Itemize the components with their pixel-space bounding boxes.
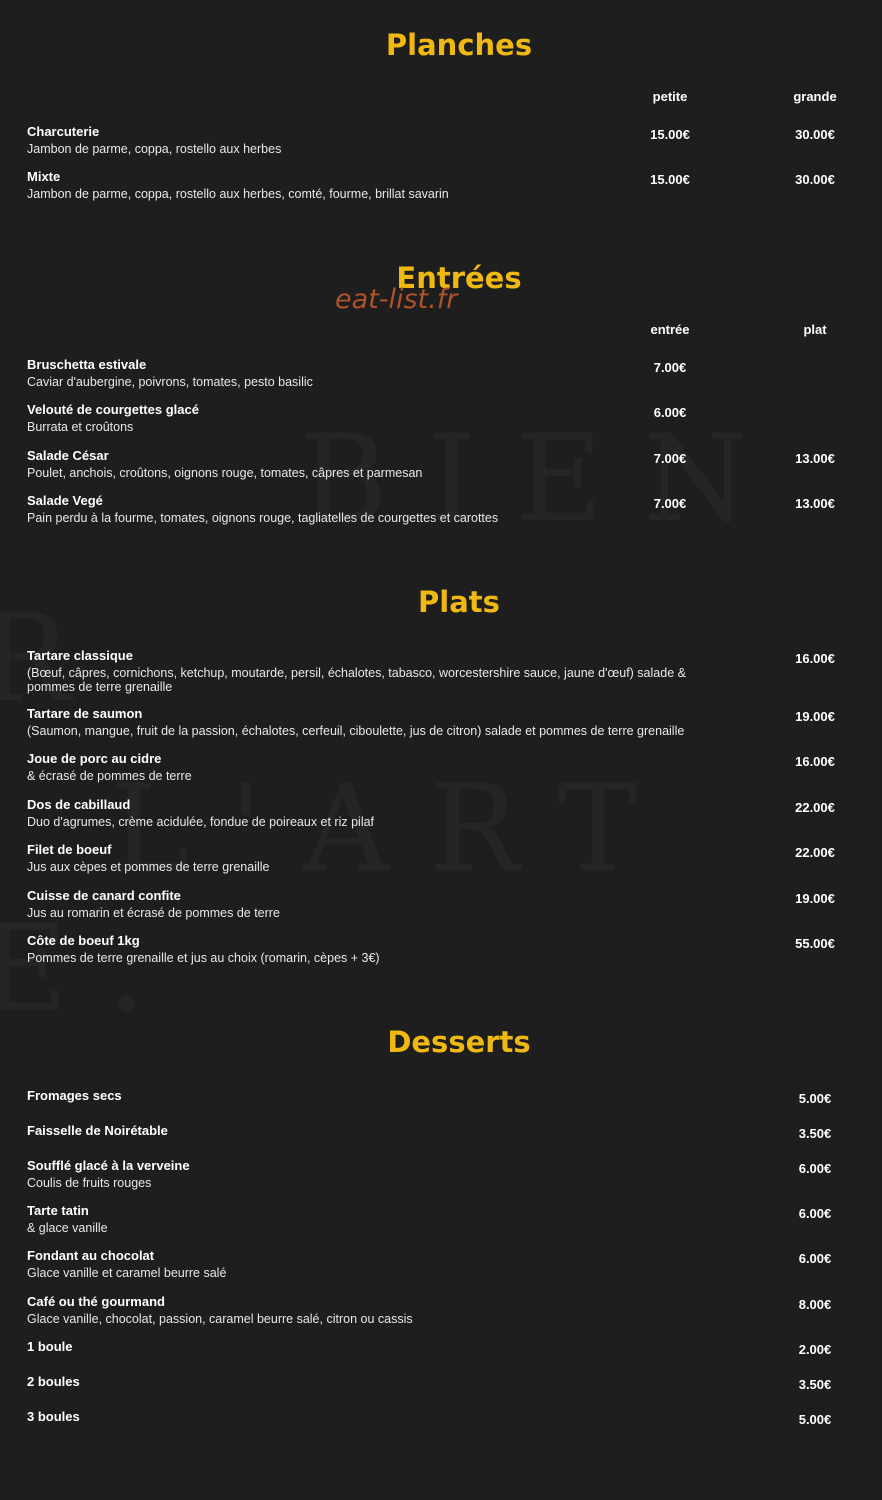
menu-item	[27, 648, 857, 694]
item-description: Jambon de parme, coppa, rostello aux herbes, comté, fourme, brillat savarin	[27, 187, 449, 201]
item-description: Pain perdu à la fourme, tomates, oignons rouge, tagliatelles de courgettes et carottes	[27, 511, 499, 525]
menu-item	[27, 1409, 857, 1425]
item-name: Café ou thé gourmand	[27, 1294, 165, 1309]
item-description: (Bœuf, câpres, cornichons, ketchup, moutarde, persil, échalotes, tabasco, worcestershire sauce, jaune d'œuf) salade & pommes de terre grenaille	[27, 666, 686, 694]
item-name: Mixte	[27, 169, 61, 184]
item-price-grande: 30.00€	[795, 127, 835, 142]
item-name: Dos de cabillaud	[27, 797, 131, 812]
item-description: Jambon de parme, coppa, rostello aux herbes	[27, 142, 282, 156]
item-price-petite: 15.00€	[650, 172, 690, 187]
section-title: Plats	[418, 585, 500, 619]
menu-item	[27, 448, 857, 480]
item-price: 2.00€	[798, 1342, 832, 1357]
item-name: Bruschetta estivale	[27, 357, 147, 372]
section-title: Planches	[385, 28, 533, 62]
item-description: Poulet, anchois, croûtons, oignons rouge, tomates, câpres et parmesan	[27, 466, 423, 480]
menu-item	[27, 357, 857, 389]
menu-item	[27, 706, 857, 738]
item-price: 16.00€	[795, 651, 835, 666]
item-name: 1 boule	[27, 1339, 73, 1354]
item-price-entree: 7.00€	[653, 451, 687, 466]
menu-item	[27, 1294, 857, 1326]
menu-item	[27, 797, 857, 829]
item-price: 22.00€	[795, 800, 835, 815]
item-price: 8.00€	[798, 1297, 832, 1312]
item-name: Charcuterie	[27, 124, 100, 139]
item-name: Faisselle de Noirétable	[27, 1123, 168, 1138]
column-header-petite: petite	[652, 89, 688, 104]
item-price: 5.00€	[798, 1091, 832, 1106]
item-description: (Saumon, mangue, fruit de la passion, échalotes, cerfeuil, ciboulette, jus de citron) salade et pommes de terre grenaille	[27, 724, 685, 738]
menu-item	[27, 888, 857, 920]
column-header-entree: entrée	[650, 322, 690, 337]
item-description: Burrata et croûtons	[27, 420, 134, 434]
item-name: Velouté de courgettes glacé	[27, 402, 199, 417]
item-name: Salade Vegé	[27, 493, 103, 508]
site-watermark: eat-list.fr	[335, 284, 458, 315]
menu-item	[27, 933, 857, 965]
column-header-plat: plat	[803, 322, 827, 337]
item-name: 3 boules	[27, 1409, 80, 1424]
menu-item	[27, 1123, 857, 1139]
item-price: 19.00€	[795, 891, 835, 906]
item-description: Glace vanille et caramel beurre salé	[27, 1266, 227, 1280]
item-price: 3.50€	[798, 1377, 832, 1392]
item-price: 3.50€	[798, 1126, 832, 1141]
item-name: Salade César	[27, 448, 109, 463]
item-name: Tartare classique	[27, 648, 133, 663]
item-name: Tartare de saumon	[27, 706, 143, 721]
item-price: 6.00€	[798, 1161, 832, 1176]
menu-item	[27, 124, 857, 156]
menu-item	[27, 751, 857, 783]
item-description: Pommes de terre grenaille et jus au choix (romarin, cèpes + 3€)	[27, 951, 380, 965]
item-name: Côte de boeuf 1kg	[27, 933, 140, 948]
menu-item	[27, 169, 857, 201]
item-price-petite: 15.00€	[650, 127, 690, 142]
item-description: Duo d'agrumes, crème acidulée, fondue de poireaux et riz pilaf	[27, 815, 375, 829]
menu-item	[27, 1339, 857, 1355]
item-description: Jus au romarin et écrasé de pommes de terre	[27, 906, 280, 920]
menu-item	[27, 1158, 857, 1190]
item-name: Fondant au chocolat	[27, 1248, 155, 1263]
item-price-entree: 6.00€	[653, 405, 687, 420]
section-title: Entrées	[396, 261, 522, 295]
menu-item	[27, 1088, 857, 1104]
item-name: 2 boules	[27, 1374, 80, 1389]
item-name: Soufflé glacé à la verveine	[27, 1158, 190, 1173]
item-name: Filet de boeuf	[27, 842, 112, 857]
menu-item	[27, 402, 857, 434]
item-price-plat: 13.00€	[795, 451, 835, 466]
item-price: 6.00€	[798, 1251, 832, 1266]
item-description: & glace vanille	[27, 1221, 108, 1235]
menu-item	[27, 1374, 857, 1390]
menu-item	[27, 1203, 857, 1235]
item-price: 6.00€	[798, 1206, 832, 1221]
background-lettering	[0, 900, 186, 1039]
item-price: 22.00€	[795, 845, 835, 860]
menu-item	[27, 1248, 857, 1280]
item-name: Fromages secs	[27, 1088, 122, 1103]
item-price-entree: 7.00€	[653, 496, 687, 511]
item-price: 19.00€	[795, 709, 835, 724]
item-price: 55.00€	[795, 936, 835, 951]
menu-item	[27, 842, 857, 874]
item-description: Caviar d'aubergine, poivrons, tomates, pesto basilic	[27, 375, 313, 389]
item-price: 16.00€	[795, 754, 835, 769]
item-price-grande: 30.00€	[795, 172, 835, 187]
item-price-entree: 7.00€	[653, 360, 687, 375]
item-name: Joue de porc au cidre	[27, 751, 162, 766]
item-name: Tarte tatin	[27, 1203, 89, 1218]
menu-item	[27, 493, 857, 525]
item-description: & écrasé de pommes de terre	[27, 769, 192, 783]
item-description: Glace vanille, chocolat, passion, caramel beurre salé, citron ou cassis	[27, 1312, 413, 1326]
item-price-plat: 13.00€	[795, 496, 835, 511]
item-description: Jus aux cèpes et pommes de terre grenaille	[27, 860, 270, 874]
column-header-grande: grande	[793, 89, 837, 104]
item-description: Coulis de fruits rouges	[27, 1176, 152, 1190]
section-title: Desserts	[387, 1025, 531, 1059]
item-price: 5.00€	[798, 1412, 832, 1427]
item-name: Cuisse de canard confite	[27, 888, 181, 903]
